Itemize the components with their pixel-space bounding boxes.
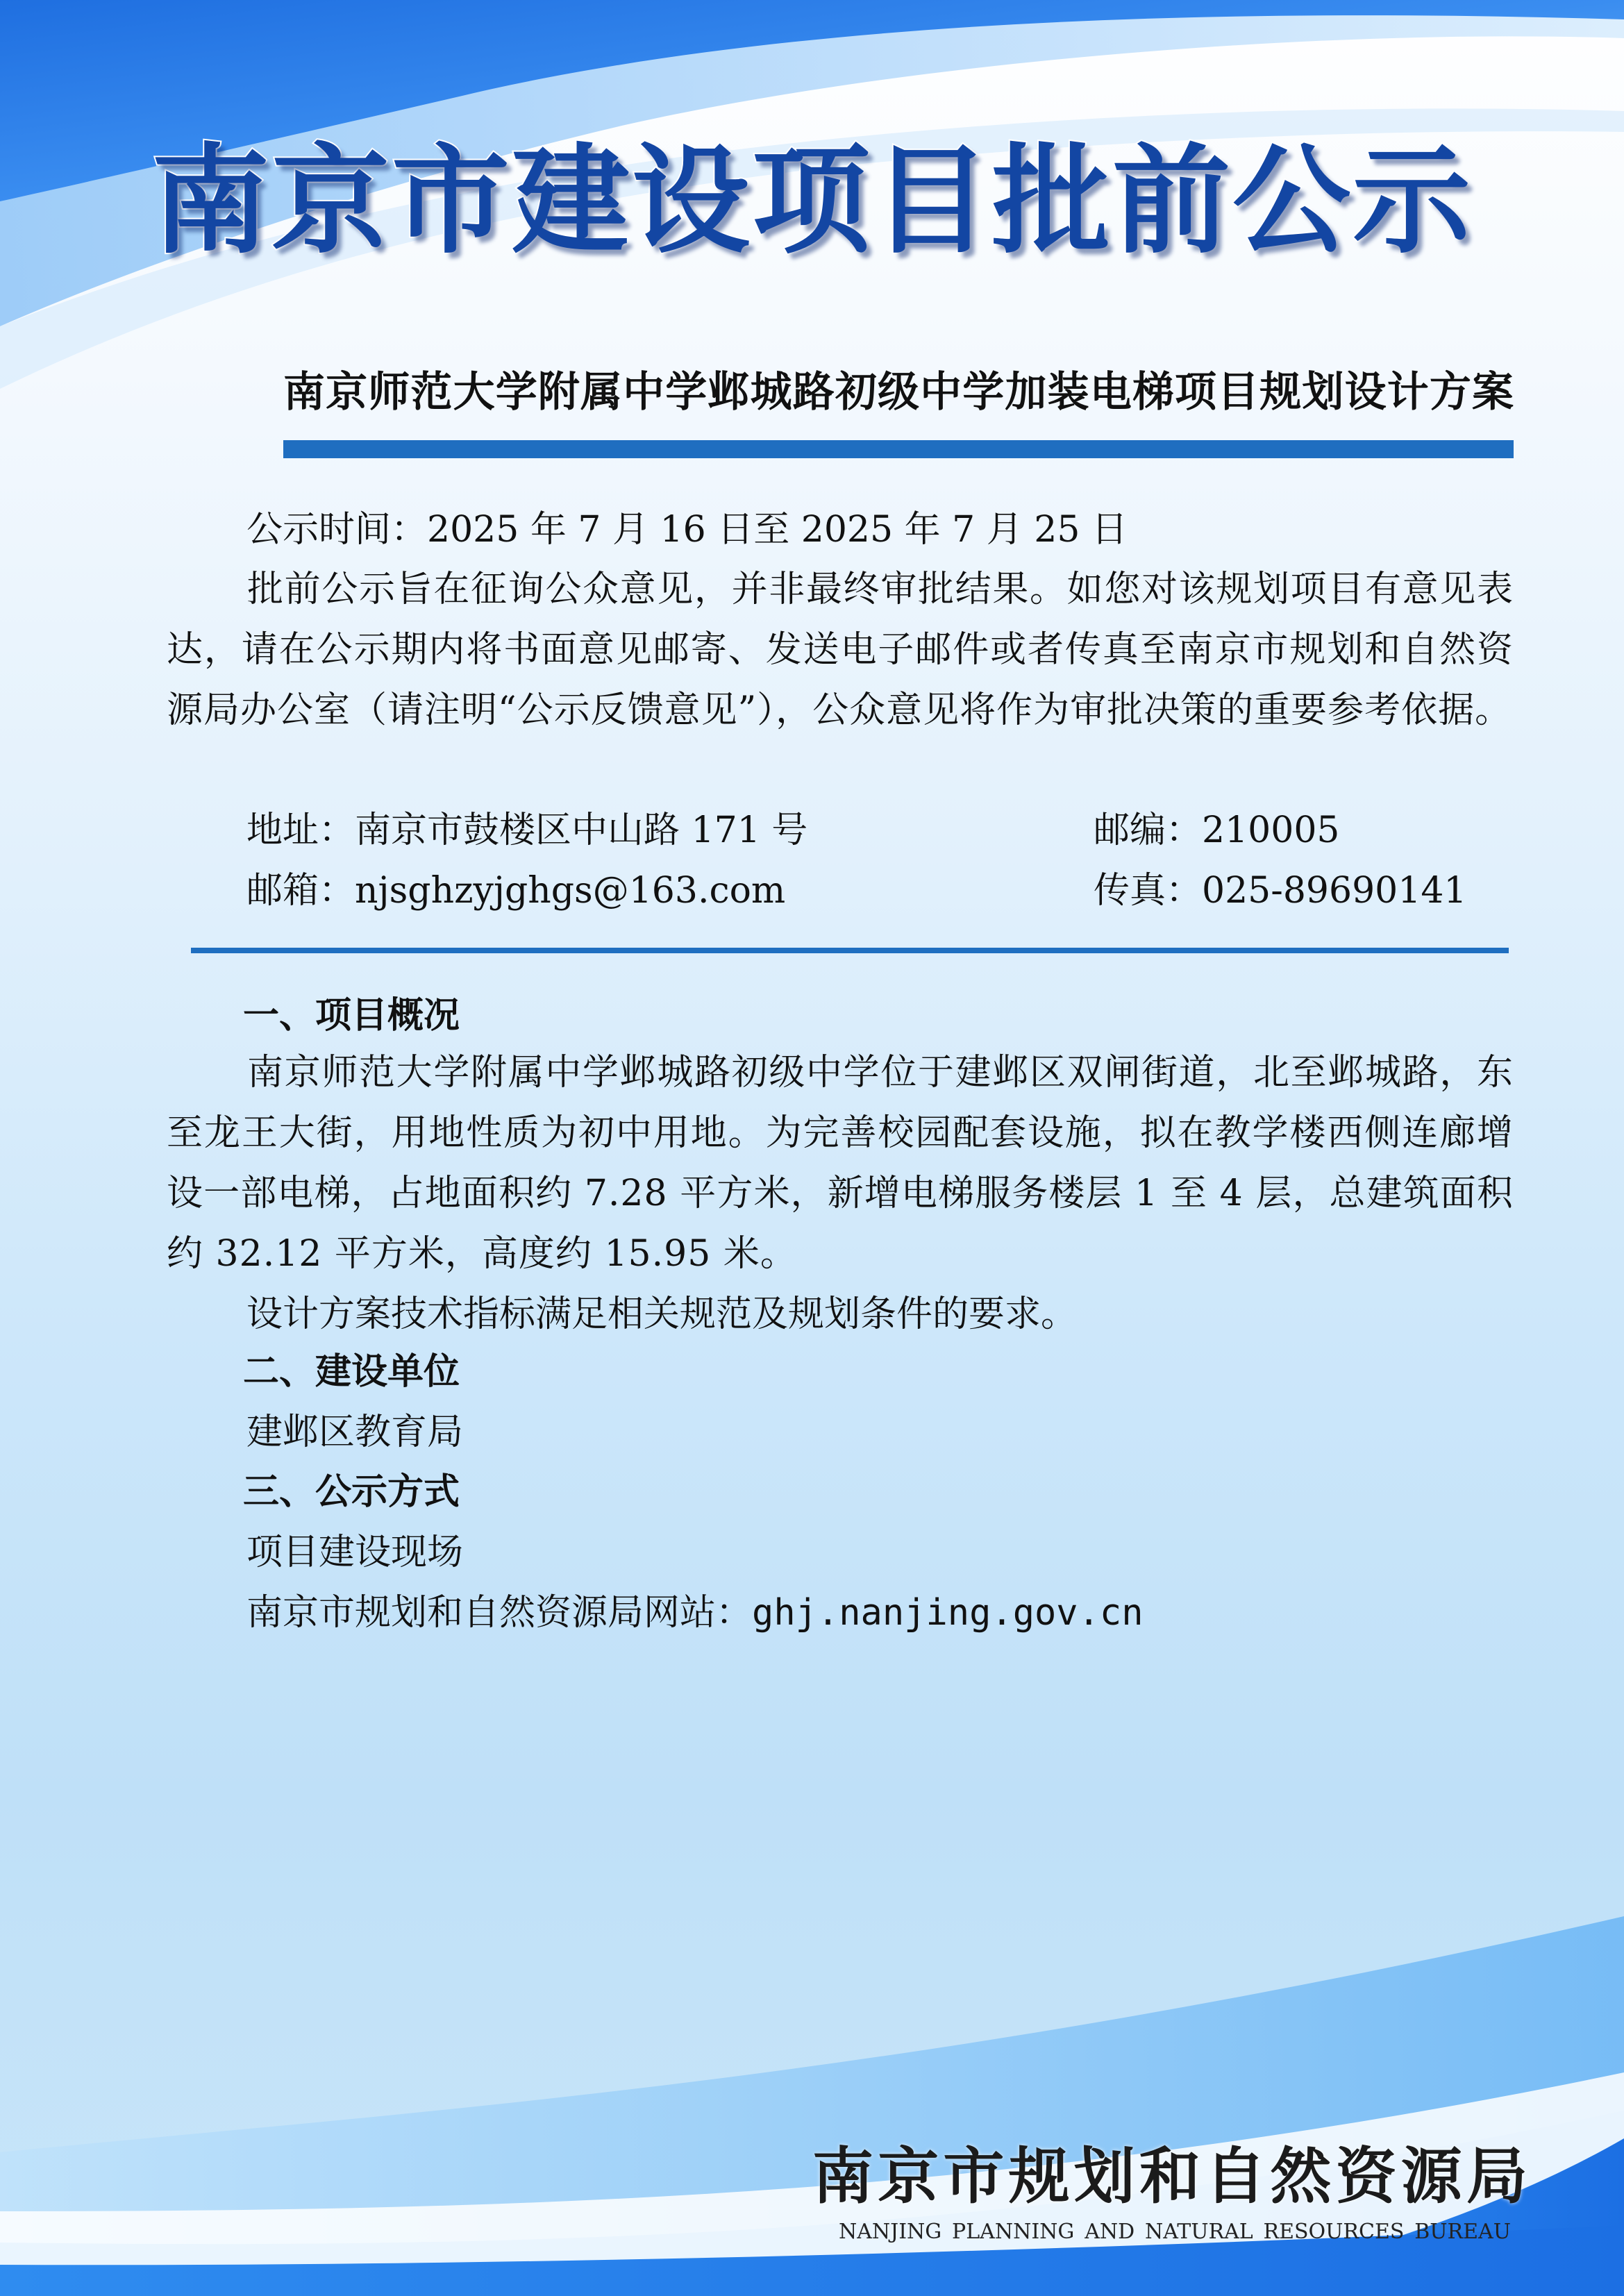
section-divider	[191, 948, 1509, 953]
contact-address: 地址：南京市鼓楼区中山路 171 号	[246, 810, 808, 851]
title-divider	[283, 440, 1514, 458]
method-site: 项目建设现场	[246, 1532, 464, 1573]
section-heading-builder: 二、建设单位	[243, 1351, 460, 1393]
notice-intro: 批前公示旨在征询公众意见，并非最终审批结果。如您对该规划项目有意见表达，请在公示期内将书面意见邮寄、发送电子邮件或者传真至南京市规划和自然资源局办公室（请注明“公示反馈意见”），公众意见将作为审批决策的重要参考依据。	[167, 569, 1514, 731]
website-link[interactable]: ghj.nanjing.gov.cn	[752, 1592, 1144, 1634]
issuing-organization: 南京市规划和自然资源局	[812, 2140, 1527, 2212]
notice-period: 公示时间：2025 年 7 月 16 日至 2025 年 7 月 25 日	[246, 509, 1128, 551]
overview-paragraph: 南京师范大学附属中学邺城路初级中学位于建邺区双闸街道，北至邺城路，东至龙王大街，用地性质为初中用地。为完善校园配套设施，拟在教学楼西侧连廊增设一部电梯，占地面积约 7.28 平方米，新增电梯服务楼层 1 至 4 层，总建筑面积约 32.12 平方米，高度约 15.95 米。	[167, 1052, 1514, 1275]
project-title: 南京师范大学附属中学邺城路初级中学加装电梯项目规划设计方案	[283, 368, 1514, 417]
overview-compliance: 设计方案技术指标满足相关规范及规划条件的要求。	[246, 1293, 1078, 1335]
section-heading-method: 三、公示方式	[243, 1471, 460, 1513]
section-heading-overview: 一、项目概况	[243, 995, 460, 1037]
notice-main-title: 南京市建设项目批前公示	[151, 133, 1473, 270]
contact-email: 邮箱：njsghzyjghgs@163.com	[246, 870, 786, 912]
method-website-label: 南京市规划和自然资源局网站：	[246, 1592, 753, 1634]
contact-fax: 传真：025-89690141	[1094, 870, 1467, 912]
issuing-organization-en: NANJING PLANNING AND NATURAL RESOURCES BUREAU	[839, 2220, 1511, 2244]
builder-name: 建邺区教育局	[246, 1411, 464, 1453]
contact-postcode: 邮编：210005	[1094, 810, 1340, 851]
method-website	[246, 1583, 1144, 1643]
